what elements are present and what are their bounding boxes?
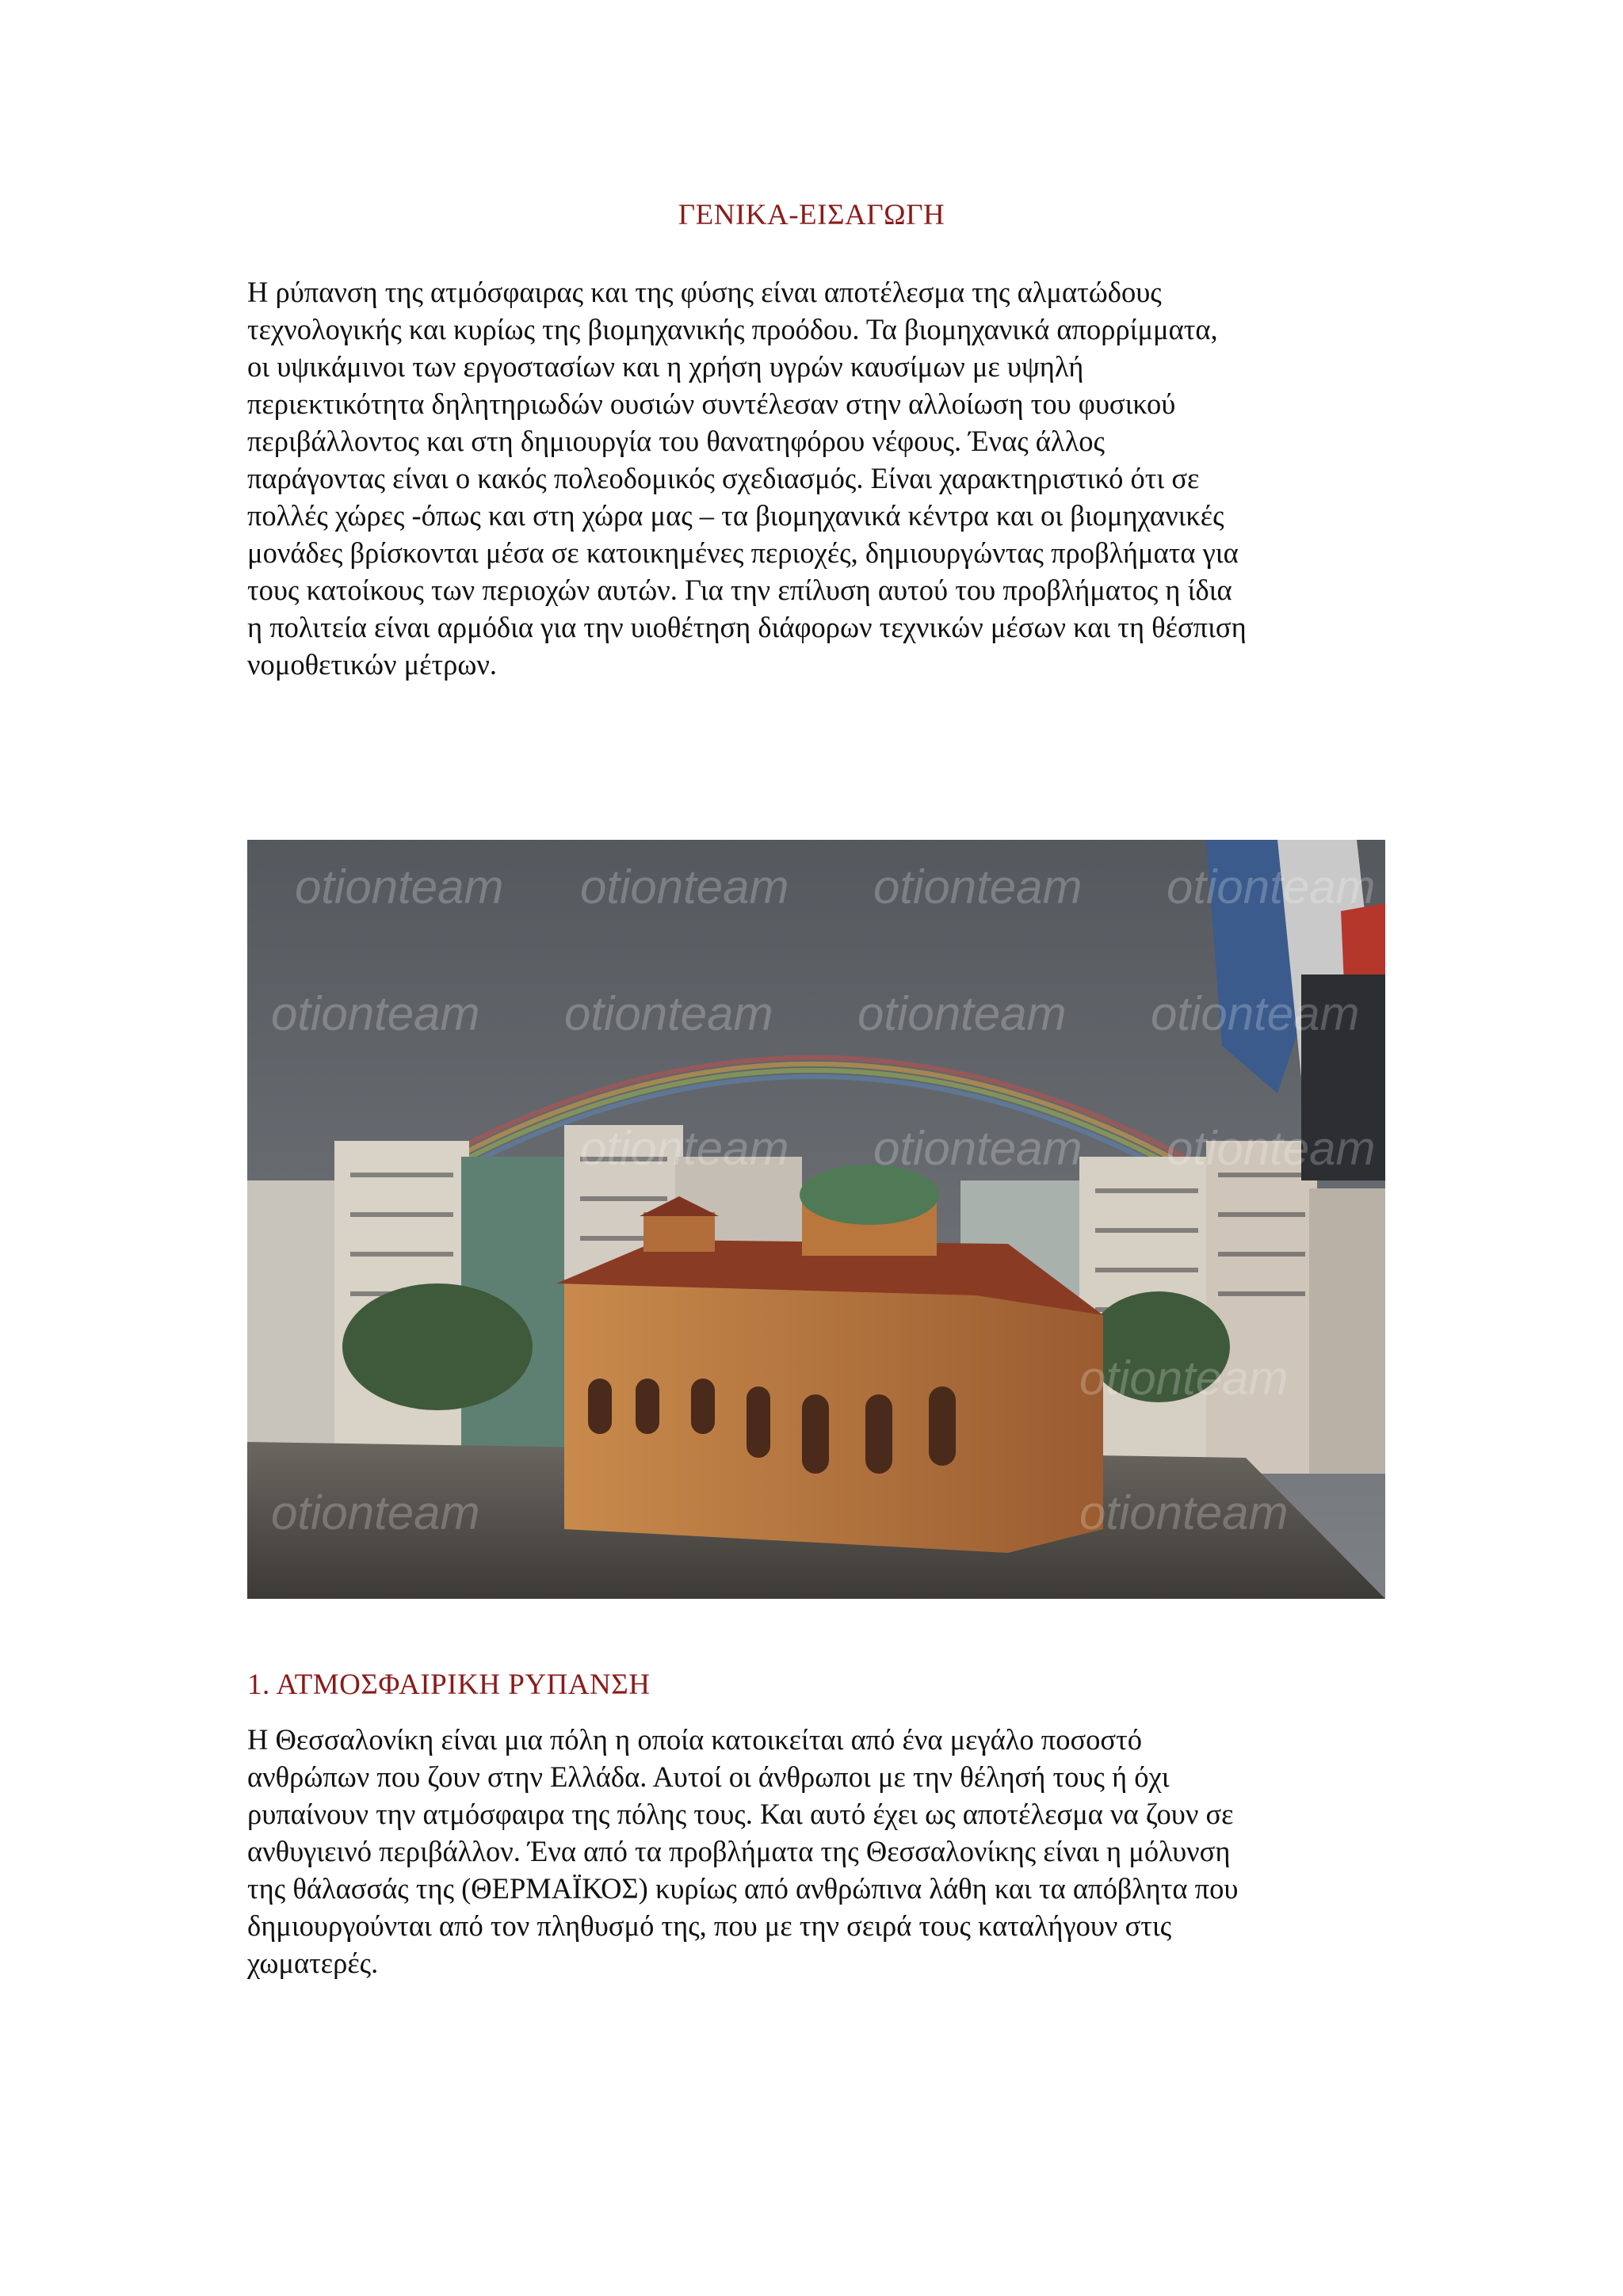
watermark: otionteam — [271, 987, 480, 1040]
text-line: χωματερές. — [247, 1947, 379, 1979]
text-line: Η Θεσσαλονίκη είναι μια πόλη η οποία κατοικείται από ένα μεγάλο ποσοστό — [247, 1723, 1142, 1756]
text-line: περιβάλλοντος και στη δημιουργία του θανατηφόρου νέφους. Ένας άλλος — [247, 425, 1105, 457]
watermark: otionteam — [1167, 1122, 1376, 1175]
text-line: νομοθετικών μέτρων. — [247, 648, 498, 681]
watermark: otionteam — [1167, 860, 1376, 913]
watermark: otionteam — [580, 1122, 789, 1175]
watermark: otionteam — [873, 860, 1083, 913]
watermark: otionteam — [1079, 1352, 1289, 1405]
text-line: ανθυγιεινό περιβάλλον. Ένα από τα προβλήματα της Θεσσαλονίκης είναι η μόλυνση — [247, 1835, 1231, 1867]
section-1-paragraph — [247, 1721, 1396, 1981]
text-line: της θάλασσάς της (ΘΕΡΜΑΪΚΟΣ) κυρίως από ανθρώπινα λάθη και τα απόβλητα που — [247, 1872, 1239, 1905]
watermark: otionteam — [564, 987, 773, 1040]
text-line: Η ρύπανση της ατμόσφαιρας και της φύσης είναι αποτέλεσμα της αλματώδους — [247, 276, 1162, 308]
section-1-title: 1. ΑΤΜΟΣΦΑΙΡΙΚΗ ΡΥΠΑΝΣΗ — [247, 1669, 651, 1701]
text-line: παράγοντας είναι ο κακός πολεοδομικός σχεδιασμός. Είναι χαρακτηριστικό ότι σε — [247, 462, 1200, 494]
intro-title: ΓΕΝΙΚΑ-ΕΙΣΑΓΩΓΗ — [678, 199, 945, 231]
photo-illustration — [247, 840, 1385, 1599]
text-line: τους κατοίκους των περιοχών αυτών. Για την επίλυση αυτού του προβλήματος η ίδια — [247, 574, 1232, 606]
watermark: otionteam — [580, 860, 789, 913]
text-line: δημιουργούνται από τον πληθυσμό της, που με την σειρά τους καταλήγουν στις — [247, 1909, 1172, 1942]
text-line: ρυπαίνουν την ατμόσφαιρα της πόλης τους. Και αυτό έχει ως αποτέλεσμα να ζουν σε — [247, 1798, 1234, 1830]
text-line: πολλές χώρες -όπως και στη χώρα μας – τα βιομηχανικά κέντρα και οι βιομηχανικές — [247, 499, 1224, 532]
watermark: otionteam — [857, 987, 1067, 1040]
church-rainbow-photo — [247, 840, 1385, 1599]
watermark: otionteam — [873, 1122, 1083, 1175]
text-line: περιεκτικότητα δηλητηριωδών ουσιών συντέλεσαν στην αλλοίωση του φυσικού — [247, 387, 1176, 420]
watermark: otionteam — [1079, 1486, 1289, 1539]
intro-paragraph — [247, 273, 1396, 683]
text-line: μονάδες βρίσκονται μέσα σε κατοικημένες περιοχές, δημιουργώντας προβλήματα για — [247, 536, 1239, 569]
watermark: otionteam — [295, 860, 504, 913]
text-line: τεχνολογικής και κυρίως της βιομηχανικής προόδου. Τα βιομηχανικά απορρίμματα, — [247, 313, 1218, 345]
watermark: otionteam — [1151, 987, 1360, 1040]
watermark: otionteam — [271, 1486, 480, 1539]
text-line: ανθρώπων που ζουν στην Ελλάδα. Αυτοί οι άνθρωποι με την θέλησή τους ή όχι — [247, 1760, 1170, 1793]
text-line: οι υψικάμινοι των εργοστασίων και η χρήση υγρών καυσίμων με υψηλή — [247, 350, 1084, 383]
text-line: η πολιτεία είναι αρμόδια για την υιοθέτηση διάφορων τεχνικών μέσων και τη θέσπιση — [247, 611, 1247, 643]
